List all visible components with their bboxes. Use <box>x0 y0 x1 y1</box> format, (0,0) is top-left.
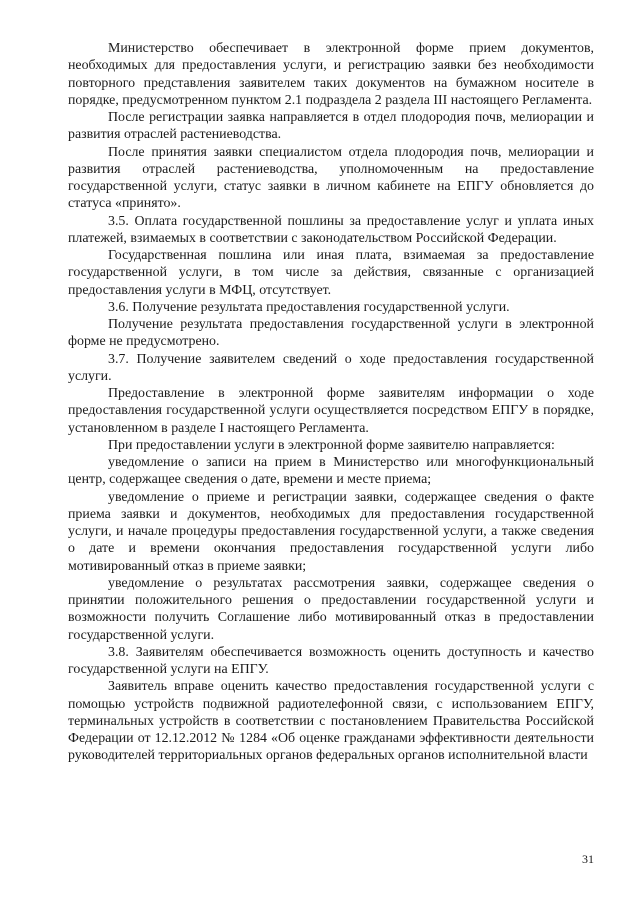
paragraph: При предоставлении услуги в электронной форме заявителю направляется: <box>108 437 555 453</box>
paragraph: Государственная пошлина или иная плата, взимаемая за предоставление государственной услуги, в том числе за действия, связанные с организацией предоставления услуги в МФЦ, отсутствует. <box>68 248 594 298</box>
list-item: уведомление о записи на прием в Министерство или многофункциональный центр, содержащее сведения о дате, времени и месте приема; <box>68 455 594 488</box>
document-body <box>68 40 594 765</box>
paragraph: После регистрации заявка направляется в отдел плодородия почв, мелиорации и развития отраслей растениеводства. <box>68 110 594 143</box>
section-heading-3-5: 3.5. Оплата государственной пошлины за предоставление услуг и уплата иных платежей, взимаемых в соответствии с законодательством Российской Федерации. <box>68 213 594 246</box>
section-heading-3-8: 3.8. Заявителям обеспечивается возможность оценить доступность и качество государственной услуги на ЕПГУ. <box>68 644 594 677</box>
paragraph: Получение результата предоставления государственной услуги в электронной форме не предусмотрено. <box>68 317 594 350</box>
paragraph: Заявитель вправе оценить качество предоставления государственной услуги с помощью устройств подвижной радиотелефонной связи, с использованием ЕПГУ, терминальных устройств в соответствии с постановлением Правительства Российской Федерации от 12.12.2012 № 1284 «Об оценке гражданами эффективности деятельности руководителей территориальных органов федеральных органов исполнительной власти <box>68 679 594 764</box>
paragraph: Министерство обеспечивает в электронной форме прием документов, необходимых для предоставления услуги, и регистрацию заявки без необходимости повторного представления заявителем таких документов на бумажном носителе в порядке, предусмотренном пунктом 2.1 подраздела 2 раздела III настоящего Регламента. <box>68 41 594 108</box>
paragraph: Предоставление в электронной форме заявителям информации о ходе предоставления государственной услуги осуществляется посредством ЕПГУ в порядке, установленном в разделе I настоящего Регламента. <box>68 386 594 436</box>
list-item: уведомление о приеме и регистрации заявки, содержащее сведения о факте приема заявки и документов, необходимых для предоставления государственной услуги, и начале процедуры предоставления государственной услуги, а также сведения о дате и времени окончания предоставления государственной услуги либо мотивированный отказ в приеме заявки; <box>68 489 594 574</box>
section-heading-3-7: 3.7. Получение заявителем сведений о ходе предоставления государственной услуги. <box>68 351 594 384</box>
list-item: уведомление о результатах рассмотрения заявки, содержащее сведения о принятии положительного решения о предоставлении государственной услуги и возможности получить Соглашение либо мотивированный отказ в предоставлении государственной услуги. <box>68 575 594 643</box>
section-heading-3-6: 3.6. Получение результата предоставления государственной услуги. <box>108 299 510 315</box>
paragraph: После принятия заявки специалистом отдела плодородия почв, мелиорации и развития отраслей растениеводства, уполномоченным на предоставление государственной услуги, статус заявки в личном кабинете на ЕПГУ обновляется до статуса «принято». <box>68 144 594 212</box>
page-number: 31 <box>582 852 594 866</box>
